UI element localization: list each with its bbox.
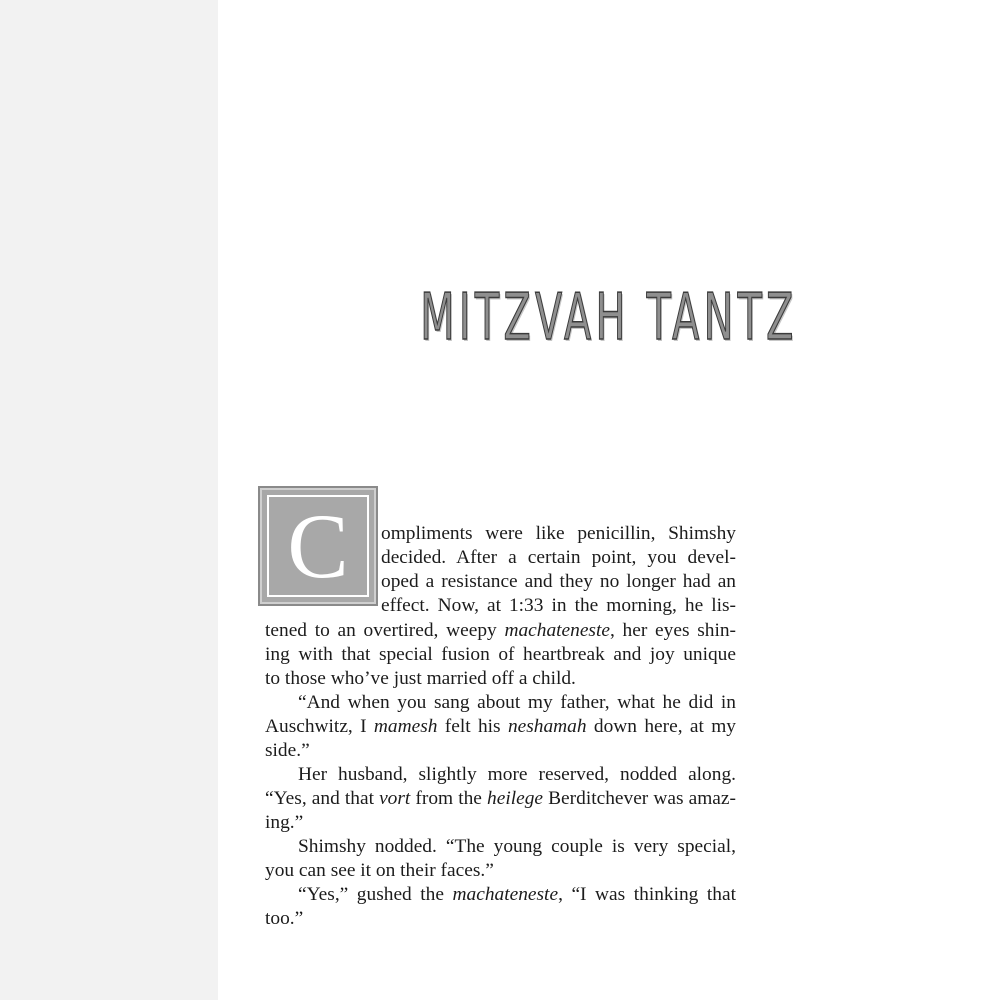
text-line: “Yes,” gushed the machateneste, “I was thinking that [298, 884, 736, 905]
text-line: too.” [265, 908, 304, 929]
book-page [218, 0, 1000, 1000]
text-line: you can see it on their faces.” [265, 860, 494, 881]
text-line: ing with that special fusion of heartbreak and joy unique [265, 644, 736, 665]
text-line: effect. Now, at 1:33 in the morning, he lis- [381, 595, 736, 616]
text-line: tened to an overtired, weepy machateneste, her eyes shin- [265, 620, 736, 641]
text-line: oped a resistance and they no longer had an [381, 571, 736, 592]
text-line: ing.” [265, 812, 304, 833]
text-line: Shimshy nodded. “The young couple is very special, [298, 836, 736, 857]
text-line: to those who’ve just married off a child. [265, 668, 576, 689]
text-line: Her husband, slightly more reserved, nodded along. [298, 764, 736, 785]
text-line: “Yes, and that vort from the heilege Berditchever was amaz- [265, 788, 736, 809]
text-line: “And when you sang about my father, what he did in [298, 692, 736, 713]
drop-cap-box [262, 490, 374, 602]
text-line: decided. After a certain point, you devel- [381, 547, 736, 568]
text-line: ompliments were like penicillin, Shimshy [381, 523, 736, 544]
text-line: side.” [265, 740, 310, 761]
chapter-title: MITZVAH TANTZ [420, 281, 798, 355]
text-line: Auschwitz, I mamesh felt his neshamah down here, at my [265, 716, 736, 737]
drop-cap-letter: C [287, 495, 349, 597]
